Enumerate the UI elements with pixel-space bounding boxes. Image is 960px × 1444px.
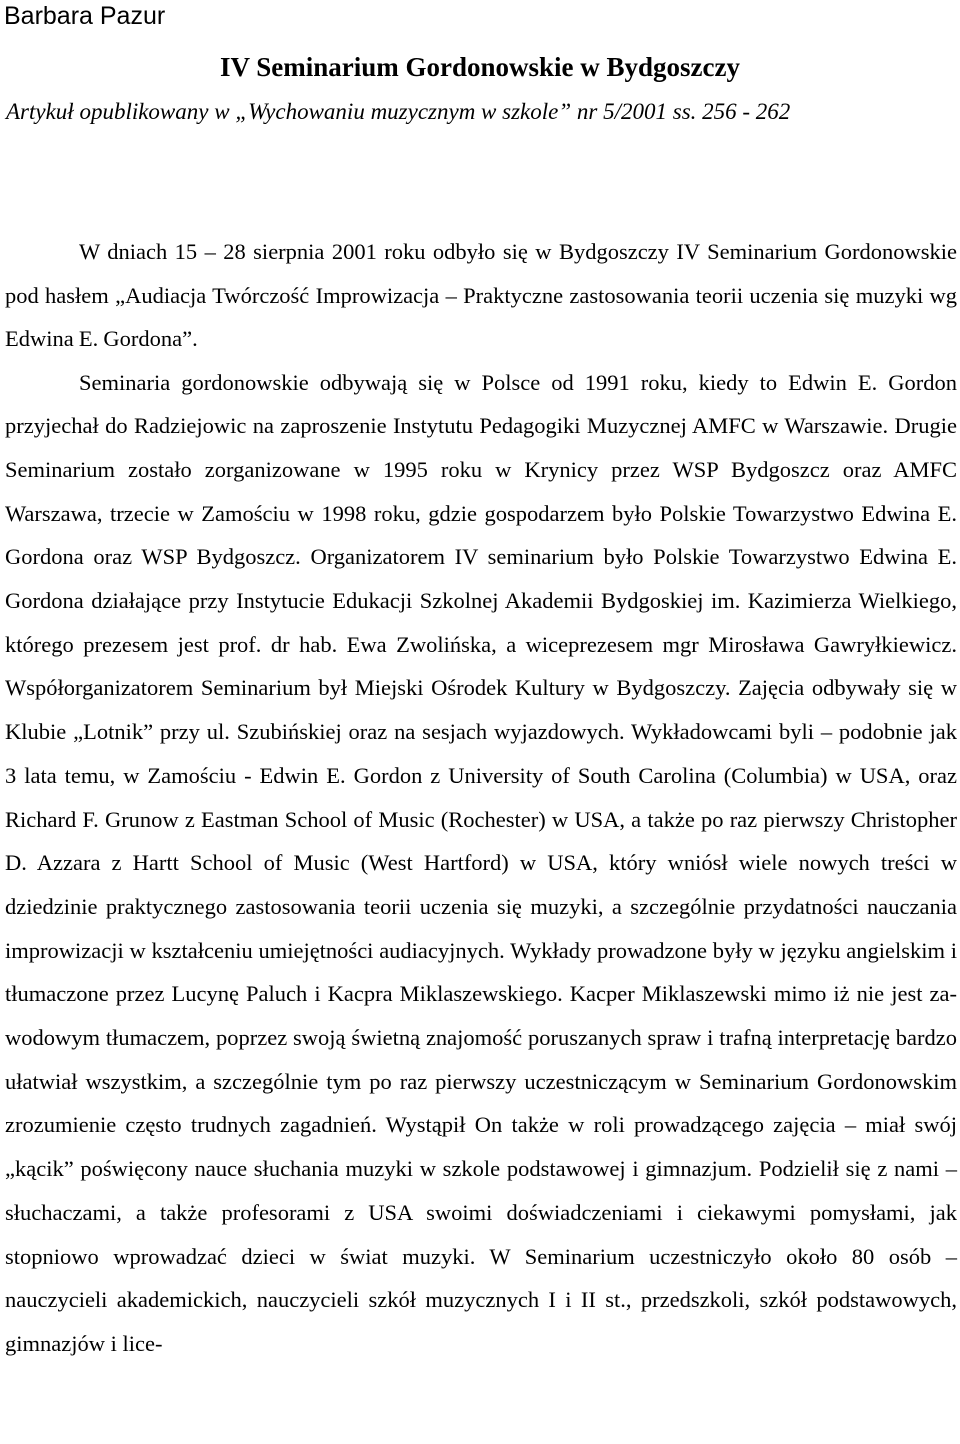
body-paragraph-1: W dniach 15 – 28 sierpnia 2001 roku odbyło się w Bydgoszczy IV Seminarium Gordonowskie pod hasłem „Audiacja Twórczość Improwizacja – Praktyczne zastosowania teorii uczenia się muzyki wg Edwina E. Gordona”. (5, 239, 957, 351)
body-paragraph-2: Seminaria gordonowskie odbywają się w Polsce od 1991 roku, kiedy to Edwin E. Gordon przyjechał do Radziejowic na zaproszenie Instytutu Pedagogiki Muzycznej AMFC w Warszawie. Drugie Seminarium zostało zorganizowane w 1995 roku w Krynicy przez WSP Bydgoszcz oraz AMFC Warszawa, trzecie w Zamościu w 1998 roku, gdzie gospodarzem było Polskie Towarzystwo Edwina E. Gordona oraz WSP Bydgoszcz. Organizatorem IV seminarium było Polskie Towarzystwo Edwina E. Gordona działające przy Instytucie Edukacji Szkolnej Akademii Bydgoskiej im. Kazimierza Wielkiego, którego prezesem jest prof. dr hab. Ewa Zwolińska, a wiceprezesem mgr Mirosława Gawryłkiewicz. Współorganizatorem Seminarium był Miejski Ośrodek Kultury w Bydgoszczy. Zajęcia odbywały się w Klubie „Lotnik” przy ul. Szubińskiej oraz na sesjach wyjazdowych. Wykładowcami byli – podobnie jak 3 lata temu, w Zamościu - Edwin E. Gordon z University of South Carolina (Columbia) w USA, oraz Richard F. Grunow z Eastman School of Music (Rochester) w USA, a także po raz pierwszy Christopher D. Azzara z Hartt School of Music (West Hartford) w USA, który wniósł wiele nowych treści w dziedzinie praktycznego zastosowania teorii uczenia się muzyki, a szczególnie przydatności nauczania improwizacji w kształceniu umiejętności audiacyjnych. Wykłady prowadzone były w języku angielskim i tłumaczone przez Lucynę Paluch i Kacpra Miklaszewskiego. Kacper Miklaszewski mimo iż nie jest zawodowym tłumaczem, poprzez swoją świetną znajomość poruszanych spraw i trafną interpretację bardzo ułatwiał wszystkim, a szczególnie tym po raz pierwszy uczestniczącym w Seminarium Gordonowskim zrozumienie często trudnych zagadnień. Wystąpił On także w roli prowadzącego zajęcia – miał swój „kącik” poświęcony nauce słuchania muzyki w szkole podstawowej i gimnazjum. Podzielił się z nami – słuchaczami, a także profesorami z USA swoimi doświadczeniami i ciekawymi pomysłami, jak stopniowo wprowadzać dzieci w świat muzyki. W Seminarium uczestniczyło około 80 osób – nauczycieli akademickich, nauczycieli szkół muzycznych I i II st., przedszkoli, szkół podstawowych, gimnazjów i lice- (5, 369, 957, 1356)
article-body (5, 230, 957, 1366)
publication-note: Artykuł opublikowany w „Wychowaniu muzycznym w szkole” nr 5/2001 ss. 256 - 262 (6, 99, 791, 124)
author-name: Barbara Pazur (4, 2, 166, 30)
article-title: IV Seminarium Gordonowskie w Bydgoszczy (219, 52, 741, 82)
